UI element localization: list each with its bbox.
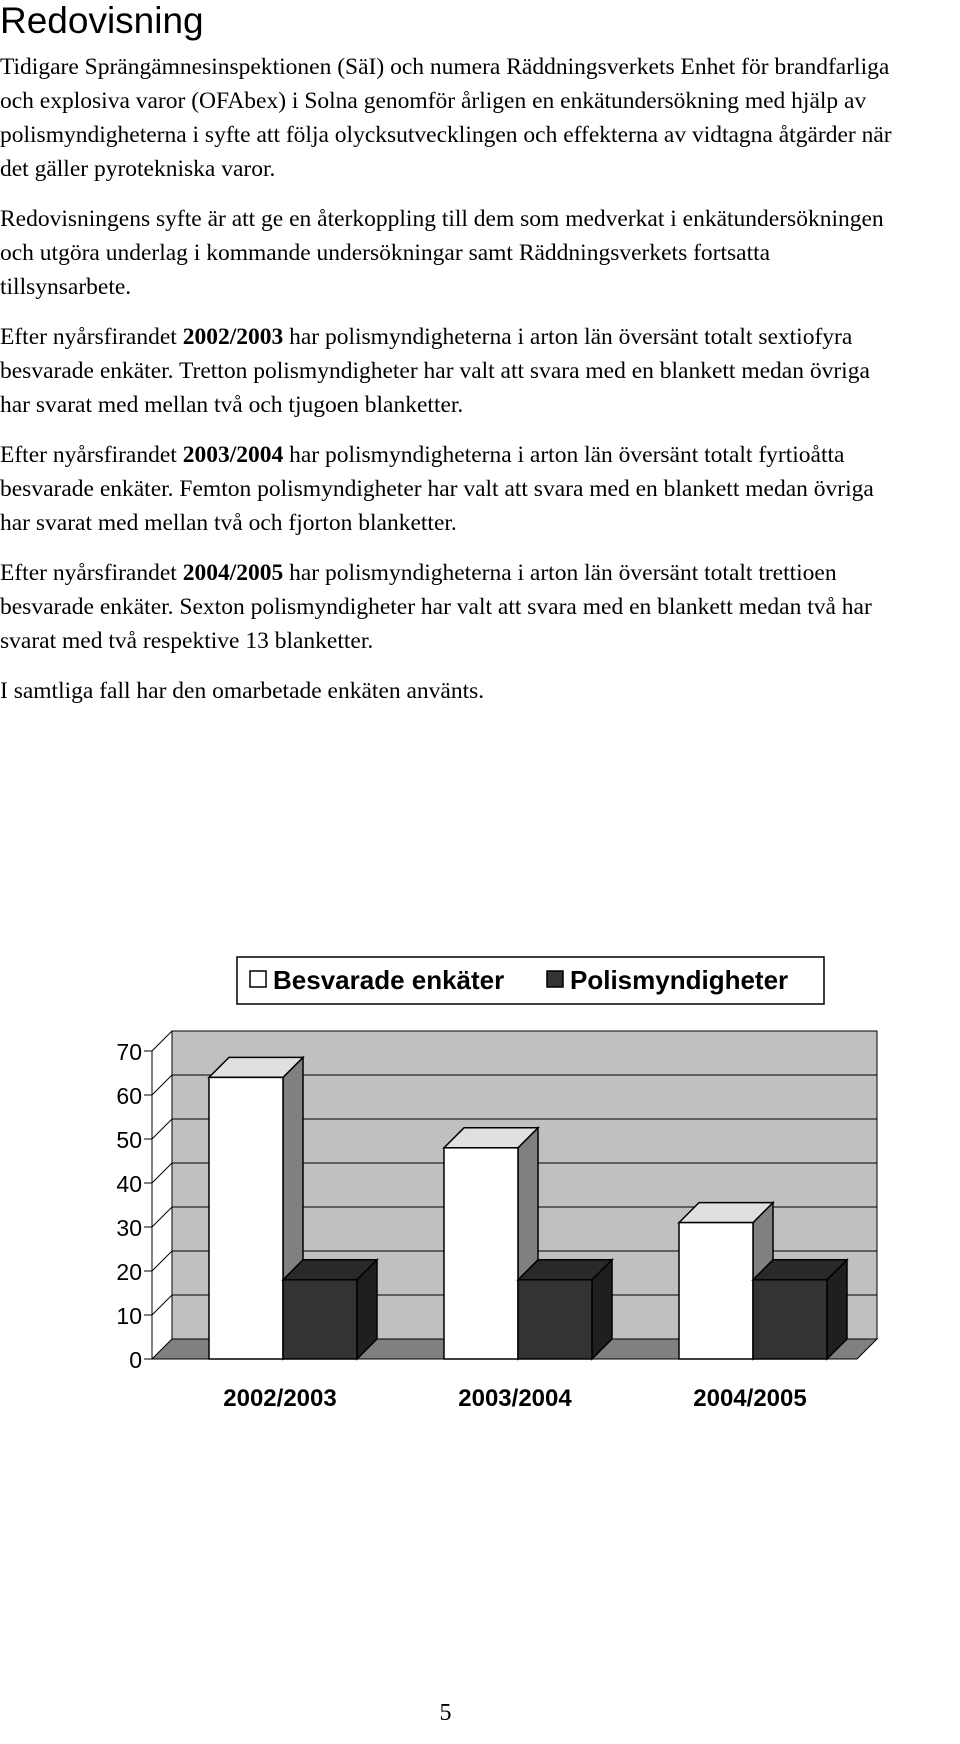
legend-label: Besvarade enkäter [273,965,505,995]
bar [209,1077,283,1359]
bar [679,1223,753,1359]
paragraph-2004-2005: Efter nyårsfirandet 2004/2005 har polismyndigheterna i arton län översänt totalt trettioen besvarade enkäter. Sexton polismyndigheter har valt att svara med en blankett medan två har svarat med två respektive 13 blanketter. [0,560,872,654]
y-tick-label: 10 [116,1303,142,1329]
paragraph-intro: Tidigare Sprängämnesinspektionen (SäI) och numera Räddningsverkets Enhet för brandfarliga och explosiva varor (OFAbex) i Solna genomför årligen en enkätundersökning med hjälp av polismyndigheterna i syfte att följa olycksutvecklingen och effekterna av vidtagna åtgärder när det gäller pyrotekniska varor. [0,54,892,182]
y-tick-label: 70 [116,1039,142,1065]
page-heading: Redovisning [0,0,204,41]
paragraph-purpose: Redovisningens syfte är att ge en återkoppling till dem som medverkat i enkätundersökningen och utgöra underlag i kommande undersökningar samt Räddningsverkets fortsatta tillsynsarbete. [0,206,884,300]
y-tick-label: 60 [116,1083,142,1109]
year-label: 2003/2004 [182,442,284,468]
y-tick-label: 40 [116,1171,142,1197]
legend-label: Polismyndigheter [570,965,789,995]
paragraph-2003-2004: Efter nyårsfirandet 2003/2004 har polismyndigheterna i arton län översänt totalt fyrtioåtta besvarade enkäter. Femton polismyndigheter har valt att svara med en blankett medan övriga har svarat med mellan två och fjorton blanketter. [0,442,874,536]
year-label: 2004/2005 [182,560,284,586]
legend-swatch [250,971,266,987]
y-tick-label: 20 [116,1259,142,1285]
bar [518,1280,592,1359]
x-tick-label: 2003/2004 [458,1385,572,1412]
bar-chart [0,940,960,1420]
paragraph-2002-2003: Efter nyårsfirandet 2002/2003 har polismyndigheterna i arton län översänt totalt sextiofyra besvarade enkäter. Tretton polismyndigheter har valt att svara med en blankett medan övriga har svarat med mellan två och tjugoen blanketter. [0,324,870,418]
paragraph-closing: I samtliga fall har den omarbetade enkäten använts. [0,678,485,704]
x-tick-label: 2002/2003 [223,1385,337,1412]
bar [283,1280,357,1359]
bar [753,1280,827,1359]
page-number: 5 [439,1700,452,1726]
year-label: 2002/2003 [182,324,284,350]
legend-swatch [547,971,563,987]
bar [444,1148,518,1359]
y-tick-label: 50 [116,1127,142,1153]
y-tick-label: 30 [116,1215,142,1241]
y-tick-label: 0 [129,1347,142,1373]
body-text [0,50,905,724]
x-tick-label: 2004/2005 [693,1385,807,1412]
